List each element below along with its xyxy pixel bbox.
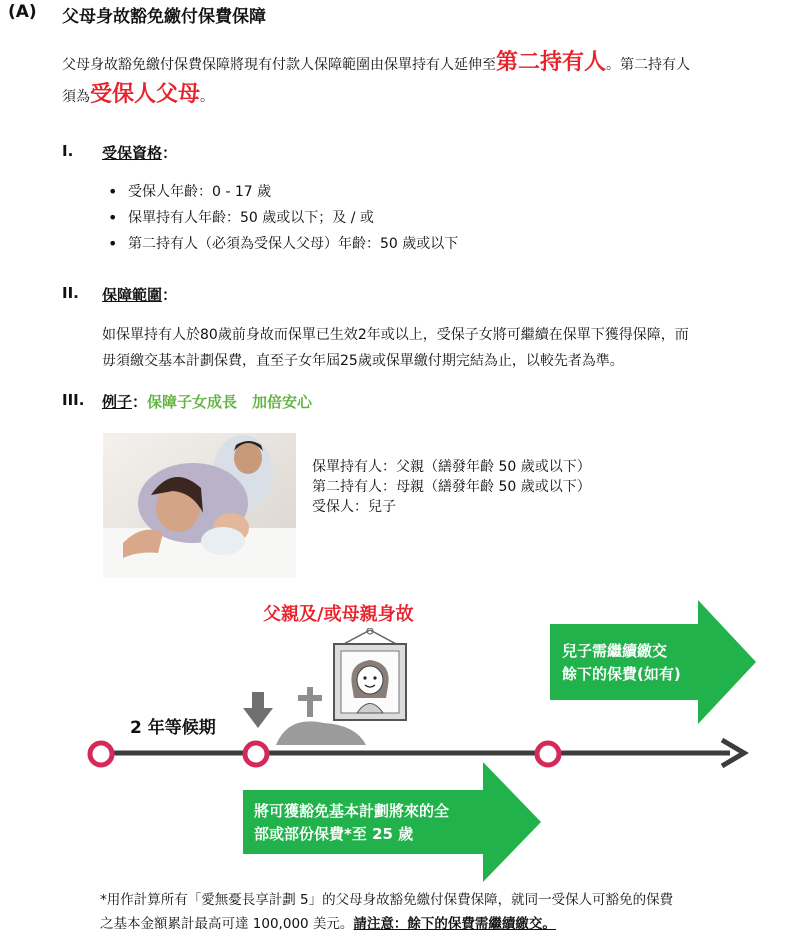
footnote-notice: 請注意：餘下的保費需繼續繳交。 bbox=[353, 916, 556, 932]
footnote-line: 之基本金額累計最高可達 100,000 美元。 bbox=[100, 916, 354, 932]
waiting-period-label: 2 年等候期 bbox=[130, 718, 216, 738]
section-heading-coverage bbox=[102, 284, 177, 305]
section-heading-eligibility bbox=[102, 142, 177, 163]
down-arrow-icon bbox=[243, 692, 273, 730]
page-title: 父母身故豁免繳付保費保障 bbox=[62, 7, 266, 27]
section-colon: ： bbox=[162, 144, 178, 162]
section-heading-example bbox=[102, 391, 312, 412]
upper-arrow-line: 兒子需繼續繳交 bbox=[562, 642, 668, 660]
intro-text: 。第二持有人 bbox=[606, 57, 691, 73]
section-label: (A) bbox=[8, 2, 37, 22]
lower-arrow-line: 將可獲豁免基本計劃將來的全 bbox=[254, 802, 450, 820]
intro-text: 。 bbox=[200, 89, 215, 105]
intro-text: 父母身故豁免繳付保費保障將現有付款人保障範圍由保單持有人延伸至 bbox=[62, 57, 496, 73]
section-title: 受保資格 bbox=[102, 144, 163, 162]
info-line: 第二持有人：母親（繕發年齡 50 歲或以下） bbox=[312, 479, 591, 495]
list-item: • 保單持有人年齡：50 歲或以下；及 / 或 bbox=[102, 205, 458, 231]
example-info bbox=[312, 457, 591, 517]
intro-paragraph bbox=[62, 48, 782, 112]
info-line: 保單持有人：父親（繕發年齡 50 歲或以下） bbox=[312, 459, 591, 475]
footnote bbox=[100, 888, 780, 936]
timeline-dot-start bbox=[86, 739, 116, 769]
section-roman-2: II. bbox=[62, 284, 79, 302]
lower-arrow-line: 部或部份保費*至 25 歲 bbox=[254, 825, 414, 843]
list-item: • 第二持有人（必須為受保人父母）年齡：50 歲或以下 bbox=[102, 231, 458, 257]
section-roman-1: I. bbox=[62, 142, 74, 160]
coverage-line: 毋須繳交基本計劃保費，直至子女年屆25歲或保單繳付期完結為止，以較先者為準。 bbox=[102, 353, 624, 369]
lower-arrow-text bbox=[254, 800, 449, 846]
footnote-line: *用作計算所有「愛無憂長享計劃 5」的父母身故豁免繳付保費保障，就同一受保人可豁免的保費 bbox=[100, 892, 674, 908]
list-item: • 受保人年齡：0 - 17 歲 bbox=[102, 179, 458, 205]
intro-highlight-second-holder: 第二持有人 bbox=[496, 50, 607, 75]
upper-arrow-text bbox=[562, 640, 681, 686]
section-roman-3: III. bbox=[62, 391, 85, 409]
info-line: 受保人：兒子 bbox=[312, 499, 396, 515]
family-photo bbox=[103, 433, 296, 578]
event-label: 父親及/或母親身故 bbox=[263, 604, 414, 625]
coverage-paragraph bbox=[102, 322, 782, 374]
intro-highlight-parents: 受保人父母 bbox=[90, 82, 201, 107]
section-colon: ： bbox=[132, 393, 148, 411]
intro-text: 須為 bbox=[62, 89, 90, 105]
coverage-line: 如保單持有人於80歲前身故而保單已生效2年或以上，受保子女將可繼續在保單下獲得保障，而 bbox=[102, 327, 689, 343]
eligibility-list bbox=[102, 179, 458, 257]
section-title: 例子 bbox=[102, 393, 133, 411]
example-tagline: 保障子女成長 加倍安心 bbox=[147, 393, 313, 411]
section-title: 保障範圍 bbox=[102, 286, 163, 304]
upper-arrow-line: 餘下的保費(如有) bbox=[562, 665, 681, 683]
section-colon: ： bbox=[162, 286, 178, 304]
